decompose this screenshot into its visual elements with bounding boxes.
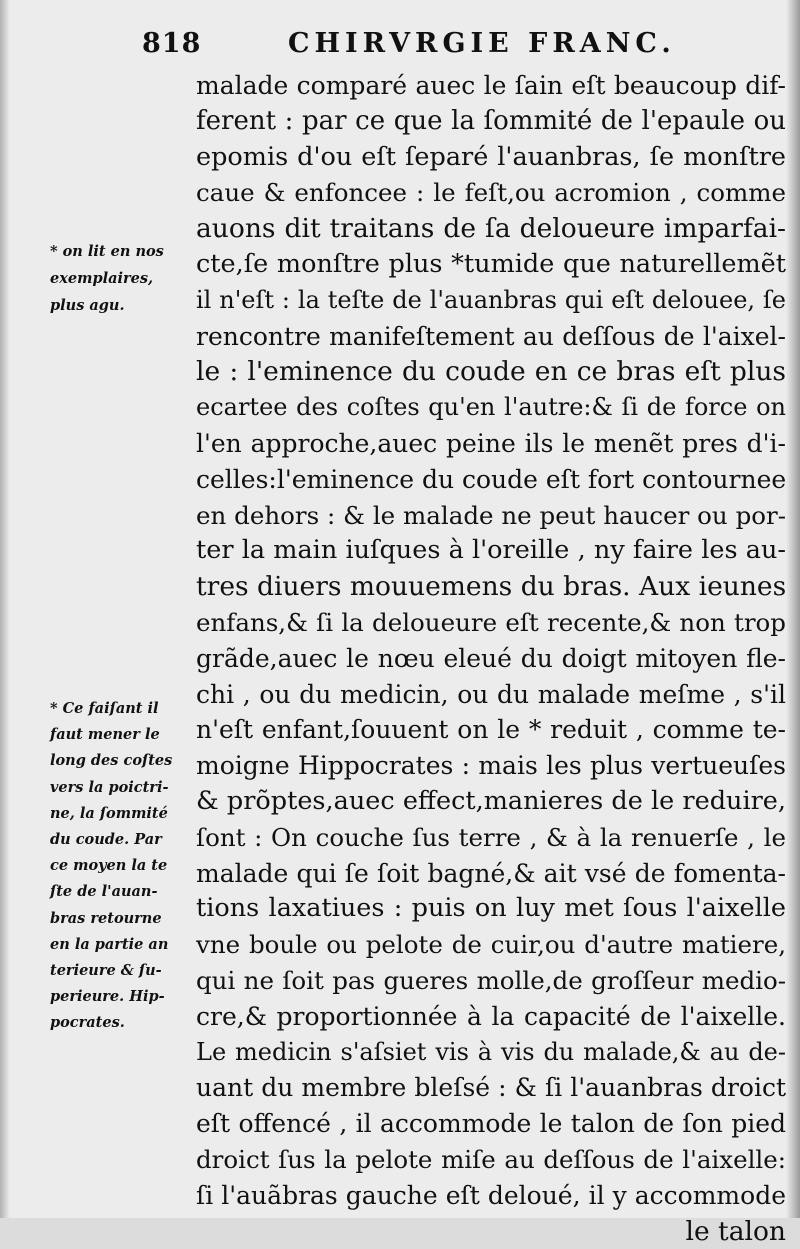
text-line: auons dit traitans de ſa deloueure imparfai- [196, 211, 786, 247]
text-line: ecartee des coſtes qu'en l'autre:& ſi de force on [196, 390, 786, 426]
text-line: le : l'eminence du coude en ce bras eſt plus [196, 354, 786, 390]
running-head: CHIRVRGIE FRANC. [288, 28, 676, 59]
margin-note-line: ſte de l'auan- [50, 879, 172, 905]
margin-note-line: vers la poictri- [50, 775, 172, 801]
text-line: ſont : On couche ſus terre , & à la renuerſe , le [196, 820, 786, 856]
text-line: malade qui ſe ſoit bagné,& ait vsé de fomenta- [196, 856, 786, 892]
text-line: tions laxatiues : puis on luy met ſous l'aixelle [196, 891, 786, 927]
text-line: Le medicin s'aſsiet vis à vis du malade,& au de- [196, 1035, 786, 1071]
margin-note-line: exemplaires, [50, 265, 164, 292]
text-line: moigne Hippocrates : mais les plus vertueuſes [196, 748, 786, 784]
text-line: tres diuers mouuemens du bras. Aux ieunes [196, 569, 786, 605]
page-edge-shadow-left [0, 0, 10, 1218]
text-line: cte,ſe monſtre plus *tumide que naturellemẽt [196, 247, 786, 283]
text-line: caue & enfoncee : le feſt,ou acromion , comme [196, 175, 786, 211]
margin-note-line: ne, la ſommité [50, 801, 172, 827]
margin-note-line: perieure. Hip- [50, 984, 172, 1010]
margin-note-line: * on lit en nos [50, 238, 164, 265]
margin-note-line: plus agu. [50, 292, 164, 319]
margin-note-1 [50, 238, 164, 319]
text-line: l'en approche,auec peine ils le menẽt pres d'i- [196, 426, 786, 462]
margin-note-line: du coude. Par [50, 827, 172, 853]
text-line: eſt offencé , il accommode le talon de ſon pied [196, 1106, 786, 1142]
margin-note-line: en la partie an [50, 932, 172, 958]
text-line: & prõptes,auec effect,manieres de le reduire, [196, 784, 786, 820]
margin-note-line: * Ce faiſant il [50, 696, 172, 722]
main-text-column [196, 68, 786, 1249]
margin-note-2 [50, 696, 172, 1036]
text-line: en dehors : & le malade ne peut haucer ou por- [196, 498, 786, 534]
page-number: 818 [142, 28, 201, 59]
text-line: chi , ou du medicin, ou du malade meſme , s'il [196, 677, 786, 713]
text-line: ter la main iuſques à l'oreille , ny faire les au- [196, 533, 786, 569]
margin-note-line: bras retourne [50, 906, 172, 932]
text-line: uant du membre bleſsé : & ſi l'auanbras droict [196, 1070, 786, 1106]
text-line: malade comparé auec le ſain eſt beaucoup dif- [196, 68, 786, 104]
margin-note-line: long des coſtes [50, 748, 172, 774]
text-line: vne boule ou pelote de cuir,ou d'autre matiere, [196, 927, 786, 963]
margin-note-line: ce moyen la te [50, 853, 172, 879]
text-line: droict ſus la pelote miſe au deſſous de l'aixelle: [196, 1142, 786, 1178]
text-line: qui ne ſoit pas gueres molle,de groſſeur medio- [196, 963, 786, 999]
text-line: rencontre manifeſtement au deſſous de l'aixel- [196, 319, 786, 355]
catchword: le talon [196, 1214, 786, 1249]
margin-note-line: terieure & ſu- [50, 958, 172, 984]
page-edge-shadow-right [786, 0, 800, 1218]
text-line: il n'eſt : la teſte de l'auanbras qui eſt delouee, ſe [196, 283, 786, 319]
text-line: ferent : par ce que la ſommité de l'epaule ou [196, 104, 786, 140]
margin-note-line: pocrates. [50, 1010, 172, 1036]
text-line: cre,& proportionnée à la capacité de l'aixelle. [196, 999, 786, 1035]
text-line: enfans,& ſi la deloueure eſt recente,& non trop [196, 605, 786, 641]
margin-note-line: faut mener le [50, 722, 172, 748]
text-line: n'eſt enfant,ſouuent on le * reduit , comme te- [196, 712, 786, 748]
text-line: epomis d'ou eſt ſeparé l'auanbras, ſe monſtre [196, 140, 786, 176]
text-line: grãde,auec le nœu eleué du doigt mitoyen fle- [196, 641, 786, 677]
text-line: celles:l'eminence du coude eſt fort contournee [196, 462, 786, 498]
text-line: ſi l'auãbras gauche eſt deloué, il y accommode [196, 1178, 786, 1214]
